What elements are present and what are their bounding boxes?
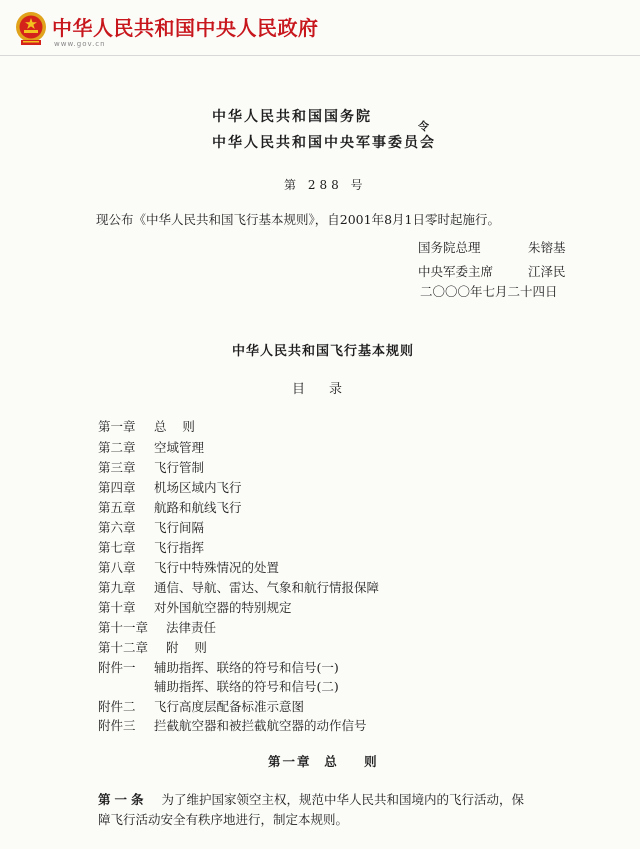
article-1-label: 第一条: [98, 792, 148, 807]
toc-item-number: 附件一: [98, 660, 136, 675]
toc-item-number: 附件三: [98, 718, 136, 733]
toc-item-number: 第九章: [98, 580, 136, 595]
toc-item-title: 航路和航线飞行: [154, 500, 242, 515]
regulation-title: 中华人民共和国飞行基本规则: [232, 344, 415, 359]
toc-item-title: 飞行管制: [154, 460, 205, 475]
toc-item: [98, 677, 339, 695]
toc-item: [98, 458, 204, 476]
toc-item-title: 飞行指挥: [154, 540, 205, 555]
toc-item-title: 辅助指挥、联络的符号和信号(一): [154, 660, 339, 675]
toc-item-number: 第十一章: [98, 620, 149, 635]
toc-item-title: 飞行中特殊情况的处置: [154, 560, 280, 575]
toc-item-title: 总 则: [154, 419, 195, 434]
decree-ling: 令: [418, 120, 429, 133]
toc-item-title: 通信、导航、雷达、气象和航行情报保障: [154, 580, 380, 595]
article-1-text: 为了维护国家领空主权，规范中华人民共和国境内的飞行活动，保: [161, 792, 525, 807]
toc-item-title: 飞行间隔: [154, 520, 205, 535]
signer-chairman-role: 中央军委主席: [418, 264, 494, 279]
toc-item-title: 拦截航空器和被拦截航空器的动作信号: [154, 718, 367, 733]
announcement-text: 现公布《中华人民共和国飞行基本规则》，自2001年8月1日零时起施行。: [96, 212, 500, 227]
toc-item: [98, 618, 216, 636]
toc-item: [98, 498, 242, 516]
toc-item-number: 第三章: [98, 460, 136, 475]
toc-item: [98, 638, 207, 656]
site-header: [0, 0, 640, 56]
toc-title: 目录: [292, 382, 367, 397]
toc-item: [98, 598, 292, 616]
toc-item: [98, 578, 379, 596]
issuer-military-commission: 中华人民共和国中央军事委员会: [212, 135, 436, 151]
toc-item: [98, 716, 367, 734]
site-url[interactable]: www.gov.cn: [54, 40, 106, 48]
toc-item: [98, 658, 339, 676]
toc-item-number: 第八章: [98, 560, 136, 575]
toc-item-title: 飞行高度层配备标准示意图: [154, 699, 305, 714]
toc-item-title: 对外国航空器的特别规定: [154, 600, 292, 615]
toc-item-number: 第七章: [98, 540, 136, 555]
toc-item-number: 第十二章: [98, 640, 149, 655]
toc-item: [98, 697, 304, 715]
issuer-state-council: 中华人民共和国国务院: [212, 109, 372, 125]
toc-item-number: 附件二: [98, 699, 136, 714]
toc-item: [98, 558, 279, 576]
toc-item-number: 第四章: [98, 480, 136, 495]
signer-chairman-name: 江泽民: [528, 264, 566, 279]
decree-number: 第 288 号: [284, 178, 367, 192]
toc-item-title: 辅助指挥、联络的符号和信号(二): [154, 679, 339, 694]
toc-item: [98, 538, 204, 556]
toc-item: [98, 518, 204, 536]
signer-premier-name: 朱镕基: [528, 240, 566, 255]
toc-item-number: 第五章: [98, 500, 136, 515]
toc-item-number: 第六章: [98, 520, 136, 535]
toc-item-title: 空域管理: [154, 440, 205, 455]
toc-item-title: 法律责任: [166, 620, 217, 635]
toc-item-number: 第一章: [98, 419, 136, 434]
signer-premier-role: 国务院总理: [418, 240, 481, 255]
toc-item-number: 第十章: [98, 600, 136, 615]
toc-item-number: 第二章: [98, 440, 136, 455]
chapter-1-heading: 第一章 总 则: [268, 754, 379, 769]
toc-item: [98, 438, 204, 456]
toc-item: [98, 417, 195, 435]
toc-item-title: 机场区域内飞行: [154, 480, 242, 495]
site-title[interactable]: 中华人民共和国中央人民政府: [52, 16, 319, 40]
decree-date: 二〇〇〇年七月二十四日: [420, 284, 558, 299]
toc-item-title: 附 则: [166, 640, 207, 655]
article-1-line-2: 障飞行活动安全有秩序地进行，制定本规则。: [98, 812, 349, 827]
header-divider: [0, 55, 640, 56]
national-emblem-icon[interactable]: [14, 10, 48, 48]
toc-item: [98, 478, 242, 496]
article-1-line-1: [98, 790, 524, 808]
